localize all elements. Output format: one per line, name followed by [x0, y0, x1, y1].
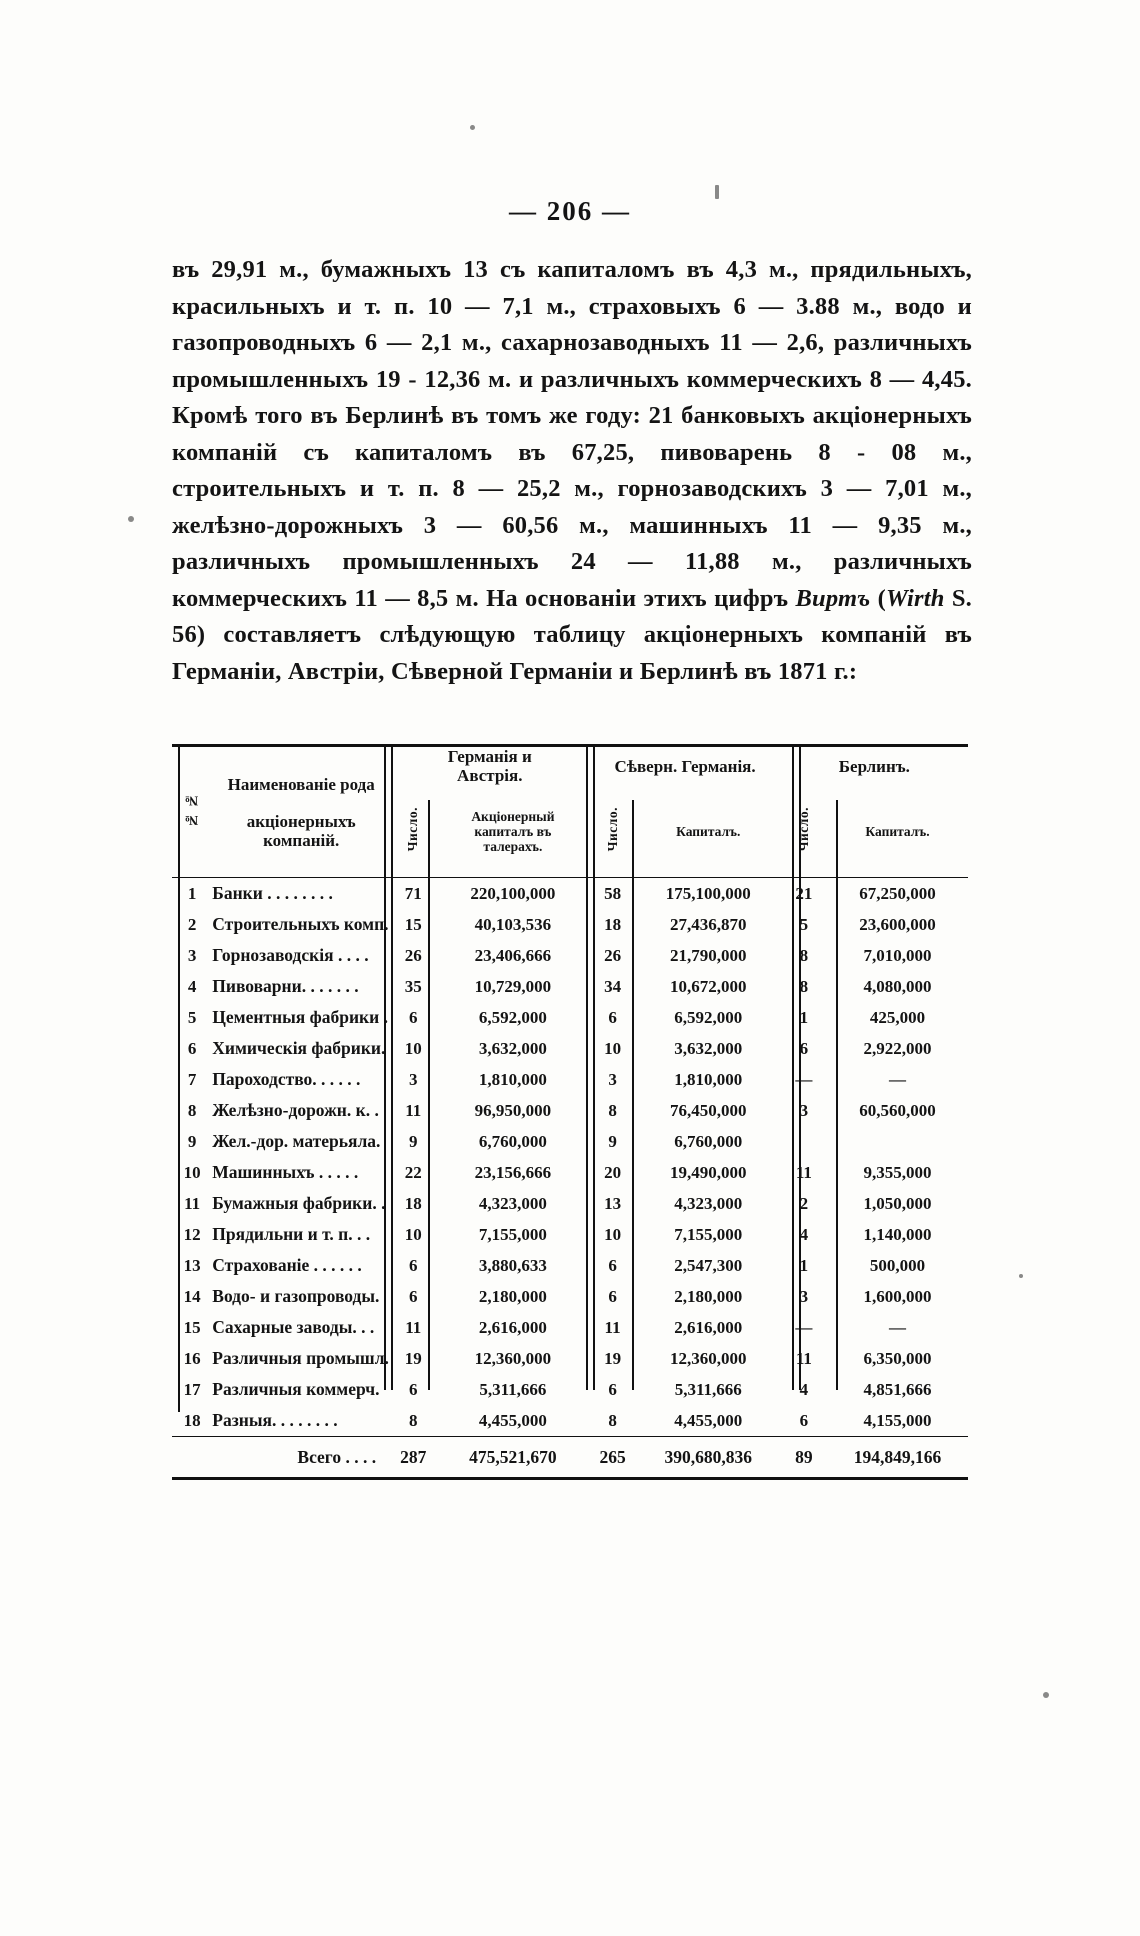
row-company-name: Прядильни и т. п. . . — [212, 1224, 371, 1244]
row-capital-north: 6,760,000 — [674, 1131, 743, 1151]
table-row — [172, 1033, 968, 1064]
row-count-north: 6 — [608, 1007, 617, 1027]
scan-speck — [128, 516, 134, 522]
row-capital-germany: 3,632,000 — [478, 1038, 547, 1058]
row-count-berlin: — — [795, 1069, 813, 1089]
row-count-germany: 71 — [404, 883, 422, 903]
row-count-germany: 10 — [404, 1224, 422, 1244]
row-number: 6 — [187, 1038, 197, 1058]
row-count-north: 6 — [608, 1286, 617, 1306]
table-body — [172, 878, 968, 1437]
table-row — [172, 1281, 968, 1312]
header-capital-north — [636, 785, 781, 878]
row-capital-germany: 10,729,000 — [474, 976, 552, 996]
row-count-berlin: 6 — [799, 1410, 809, 1430]
header-capital-berlin-label: Капиталъ. — [865, 823, 930, 839]
table-row — [172, 940, 968, 971]
row-capital-germany: 220,100,000 — [470, 883, 556, 903]
body-paragraph — [172, 252, 972, 690]
row-company-name: Строительныхъ комп. — [212, 914, 389, 934]
paragraph-text-part-1: въ 29,91 м., бумажныхъ 13 съ капиталомъ въ 4,3 м., прядильныхъ, красильныхъ и т. п. 10 — 7,1 м., страховыхъ 6 — 3.88 м., водо и газопроводныхъ 6 — 2,1 м., сахарнозаводныхъ 11 — 2,6, различныхъ промышленныхъ 19 - 12,36 м. и различныхъ коммерческихъ 8 — 4,45. Кромѣ того въ Берлинѣ въ томъ же году: 21 банковыхъ акціонерныхъ компаній съ капиталомъ въ 67,25, пивоварень 8 - 08 м., строительныхъ и т. п. 8 — 25,2 м., горнозаводскихъ 3 — 7,01 м., желѣзно-дорожныхъ 3 — 60,56 м., машинныхъ 11 — 9,35 м., различныхъ промышленныхъ 24 — 11,88 м., различныхъ коммерческихъ 11 — 8,5 м. На основаніи этихъ цифръ — [172, 256, 972, 612]
table-vrule-after-count1 — [428, 800, 430, 1390]
row-number: 1 — [187, 883, 197, 903]
header-group-berlin-label: Берлинъ. — [838, 756, 910, 776]
row-capital-north: 4,323,000 — [674, 1193, 743, 1213]
row-capital-germany: 96,950,000 — [474, 1100, 552, 1120]
row-number: 13 — [183, 1255, 201, 1275]
row-count-north: 20 — [604, 1162, 622, 1182]
row-company-name: Различныя коммерч. — [212, 1379, 380, 1399]
total-count-berlin: 89 — [795, 1446, 813, 1467]
header-group-germany-austria-line1: Германія и — [447, 747, 532, 766]
table-vrule-after-germany — [586, 744, 595, 1390]
row-company-name: Банки . . . . . . . . — [212, 883, 333, 903]
row-count-berlin: 1 — [799, 1255, 809, 1275]
row-number: 15 — [183, 1317, 201, 1337]
row-count-germany: 8 — [408, 1410, 418, 1430]
row-capital-berlin: 425,000 — [869, 1007, 926, 1027]
row-capital-berlin — [827, 1126, 968, 1157]
row-capital-north: 76,450,000 — [669, 1100, 747, 1120]
header-group-germany-austria — [390, 746, 589, 786]
row-capital-north: 5,311,666 — [674, 1379, 742, 1399]
header-company-name-line1: Наименованіе рода — [227, 774, 375, 794]
row-count-north: 34 — [604, 976, 622, 996]
header-group-north-germany-label: Сѣверн. Германія. — [614, 756, 756, 776]
row-count-north: 19 — [604, 1348, 622, 1368]
table-vrule-left — [178, 744, 180, 1412]
row-capital-berlin: 2,922,000 — [863, 1038, 932, 1058]
row-capital-north: 2,180,000 — [674, 1286, 743, 1306]
row-number: 8 — [187, 1100, 197, 1120]
row-count-germany: 6 — [408, 1379, 418, 1399]
table-row — [172, 1188, 968, 1219]
row-company-name: Машинныхъ . . . . . — [212, 1162, 359, 1182]
row-capital-berlin: 60,560,000 — [859, 1100, 936, 1120]
table-vrule-after-name — [384, 744, 393, 1390]
row-count-berlin: 4 — [799, 1379, 809, 1399]
row-number: 3 — [187, 945, 197, 965]
total-count-north: 265 — [599, 1446, 626, 1467]
header-group-berlin — [781, 746, 968, 786]
total-count-germany: 287 — [400, 1446, 427, 1467]
table-row — [172, 1219, 968, 1250]
row-count-north: 9 — [608, 1131, 617, 1151]
row-count-berlin: 8 — [799, 976, 809, 996]
page-number: — 206 — — [509, 196, 631, 226]
row-capital-germany: 12,360,000 — [474, 1348, 552, 1368]
row-capital-north: 19,490,000 — [669, 1162, 747, 1182]
header-count-north-label: Число. — [604, 806, 620, 852]
author-name-latin: Wirth — [885, 584, 945, 612]
header-count-berlin — [781, 785, 827, 878]
row-capital-berlin: — — [889, 1069, 906, 1089]
row-capital-north: 27,436,870 — [669, 914, 747, 934]
row-company-name: Бумажныя фабрики. . — [212, 1193, 386, 1213]
row-capital-berlin: 1,050,000 — [863, 1193, 932, 1213]
row-count-germany: 11 — [405, 1317, 422, 1337]
row-count-berlin: 21 — [795, 883, 813, 903]
table-row — [172, 878, 968, 910]
row-number: 17 — [183, 1379, 201, 1399]
row-count-germany: 6 — [408, 1286, 418, 1306]
row-capital-germany: 4,323,000 — [478, 1193, 547, 1213]
row-count-germany: 22 — [404, 1162, 422, 1182]
row-capital-berlin: 23,600,000 — [859, 914, 936, 934]
row-count-germany: 6 — [408, 1255, 418, 1275]
row-capital-germany: 23,156,666 — [474, 1162, 552, 1182]
row-company-name: Страхованіе . . . . . . — [212, 1255, 362, 1275]
row-capital-germany: 23,406,666 — [474, 945, 552, 965]
row-capital-germany: 6,760,000 — [478, 1131, 547, 1151]
header-row-number-label: № № — [184, 792, 200, 828]
table-vrule-after-count2 — [632, 800, 634, 1390]
row-company-name: Желѣзно-дорожн. к. . — [212, 1100, 379, 1120]
row-capital-berlin: 4,080,000 — [863, 976, 932, 996]
row-capital-germany: 6,592,000 — [478, 1007, 547, 1027]
scan-speck — [1019, 1274, 1023, 1278]
row-company-name: Химическія фабрики. — [212, 1038, 386, 1058]
row-number: 10 — [183, 1162, 201, 1182]
table-head — [172, 746, 968, 878]
row-company-name: Различныя промышл. — [212, 1348, 389, 1368]
table-foot — [172, 1437, 968, 1479]
row-count-north: 6 — [608, 1379, 617, 1399]
row-count-north: 13 — [604, 1193, 622, 1213]
total-spacer — [172, 1437, 212, 1479]
row-capital-north: 2,547,300 — [674, 1255, 743, 1275]
row-count-north: 3 — [608, 1069, 617, 1089]
row-capital-berlin: 9,355,000 — [863, 1162, 932, 1182]
row-count-berlin: 1 — [799, 1007, 809, 1027]
row-count-germany: 6 — [408, 1007, 418, 1027]
row-company-name: Жел.-дор. матерьяла. — [212, 1131, 381, 1151]
header-group-north-germany — [589, 746, 780, 786]
row-capital-north: 3,632,000 — [674, 1038, 743, 1058]
row-number: 11 — [184, 1193, 201, 1213]
row-count-north: 8 — [608, 1410, 617, 1430]
table-row — [172, 1002, 968, 1033]
table-header-group-row — [172, 746, 968, 786]
row-capital-berlin: — — [889, 1317, 906, 1337]
row-capital-north: 21,790,000 — [669, 945, 747, 965]
table-row — [172, 1250, 968, 1281]
scan-speck — [470, 125, 475, 130]
row-count-berlin: 2 — [799, 1193, 809, 1213]
row-number: 2 — [187, 914, 197, 934]
row-count-berlin: 5 — [799, 914, 809, 934]
row-capital-berlin: 67,250,000 — [859, 883, 936, 903]
header-count-berlin-label: Число. — [796, 806, 812, 852]
row-number: 5 — [187, 1007, 197, 1027]
row-company-name: Цементныя фабрики . — [212, 1007, 388, 1027]
row-number: 18 — [183, 1410, 201, 1430]
total-capital-north: 390,680,836 — [664, 1446, 752, 1467]
row-count-germany: 3 — [408, 1069, 418, 1089]
row-count-germany: 26 — [404, 945, 422, 965]
row-capital-north: 2,616,000 — [674, 1317, 743, 1337]
row-company-name: Водо- и газопроводы. — [212, 1286, 380, 1306]
row-number: 7 — [187, 1069, 197, 1089]
row-count-north: 8 — [608, 1100, 617, 1120]
total-capital-germany: 475,521,670 — [469, 1446, 557, 1467]
row-count-north: 11 — [604, 1317, 621, 1337]
row-capital-berlin: 1,140,000 — [863, 1224, 932, 1244]
table-row — [172, 971, 968, 1002]
row-count-berlin — [781, 1126, 827, 1157]
header-capital-germany-line2: капиталъ въ — [474, 823, 552, 839]
row-capital-north: 4,455,000 — [674, 1410, 743, 1430]
header-capital-berlin — [827, 785, 968, 878]
table-row — [172, 1374, 968, 1405]
row-capital-germany: 1,810,000 — [478, 1069, 547, 1089]
header-capital-germany-line1: Акціонерный — [471, 808, 555, 824]
table-row — [172, 1405, 968, 1437]
row-capital-berlin: 6,350,000 — [863, 1348, 932, 1368]
total-label: Всего . . . . — [297, 1446, 377, 1467]
scan-speck — [1043, 1692, 1049, 1698]
table-row — [172, 1064, 968, 1095]
row-company-name: Пароходство. . . . . . — [212, 1069, 361, 1089]
table-row — [172, 1157, 968, 1188]
row-number: 16 — [183, 1348, 201, 1368]
row-capital-germany: 5,311,666 — [479, 1379, 547, 1399]
row-capital-berlin: 4,851,666 — [863, 1379, 932, 1399]
table — [172, 744, 968, 1480]
row-count-north: 10 — [604, 1038, 622, 1058]
row-capital-germany: 2,180,000 — [478, 1286, 547, 1306]
header-capital-germany-line3: талерахъ. — [483, 838, 543, 854]
row-count-berlin: 4 — [799, 1224, 809, 1244]
header-count-north — [589, 785, 635, 878]
row-capital-berlin: 4,155,000 — [863, 1410, 932, 1430]
row-capital-germany: 7,155,000 — [478, 1224, 547, 1244]
row-capital-germany: 40,103,536 — [474, 914, 552, 934]
row-capital-berlin: 500,000 — [869, 1255, 926, 1275]
row-capital-berlin: 1,600,000 — [863, 1286, 932, 1306]
row-count-germany: 15 — [404, 914, 422, 934]
row-count-germany: 35 — [404, 976, 422, 996]
row-number: 14 — [183, 1286, 201, 1306]
table-total-row — [172, 1437, 968, 1479]
author-name-cyrillic: Виртъ — [795, 584, 871, 612]
row-count-berlin: 11 — [795, 1162, 812, 1182]
row-count-north: 58 — [604, 883, 622, 903]
paragraph-text-part-2: ( — [870, 584, 886, 612]
row-count-berlin: 3 — [799, 1286, 809, 1306]
row-count-north: 6 — [608, 1255, 617, 1275]
row-count-berlin: 6 — [799, 1038, 809, 1058]
table-row — [172, 1126, 968, 1157]
header-capital-north-label: Капиталъ. — [676, 823, 741, 839]
row-count-germany: 9 — [408, 1131, 418, 1151]
row-capital-germany: 3,880,633 — [478, 1255, 547, 1275]
row-count-berlin: — — [795, 1317, 813, 1337]
row-number: 12 — [183, 1224, 201, 1244]
header-company-name-line2: акціонерныхъ компаній. — [246, 811, 356, 850]
row-company-name: Горнозаводскія . . . . — [212, 945, 369, 965]
row-company-name: Пивоварни. . . . . . . — [212, 976, 359, 996]
row-capital-north: 175,100,000 — [665, 883, 751, 903]
header-count-germany-label: Число. — [405, 806, 421, 852]
row-count-germany: 10 — [404, 1038, 422, 1058]
row-count-berlin: 8 — [799, 945, 809, 965]
row-count-north: 10 — [604, 1224, 622, 1244]
row-number: 4 — [187, 976, 197, 996]
header-company-name — [212, 746, 390, 878]
row-capital-germany: 2,616,000 — [478, 1317, 547, 1337]
table-row — [172, 1095, 968, 1126]
table-row — [172, 1312, 968, 1343]
row-count-berlin: 3 — [799, 1100, 809, 1120]
table-row — [172, 1343, 968, 1374]
paragraph-text-part-3: S. 56) составляетъ слѣдующую таблицу акціонерныхъ компаній въ Германіи, Австріи, Сѣверной Германіи и Берлинѣ въ 1871 г.: — [172, 584, 972, 685]
row-capital-north: 10,672,000 — [669, 976, 747, 996]
row-capital-north: 12,360,000 — [669, 1348, 747, 1368]
header-group-germany-austria-line2: Австрія. — [457, 766, 523, 785]
total-capital-berlin: 194,849,166 — [853, 1446, 942, 1467]
row-capital-north: 1,810,000 — [674, 1069, 743, 1089]
header-capital-germany — [436, 785, 589, 878]
row-capital-berlin: 7,010,000 — [863, 945, 932, 965]
row-count-germany: 11 — [405, 1100, 422, 1120]
row-company-name: Разныя. . . . . . . . — [212, 1410, 338, 1430]
row-count-berlin: 11 — [795, 1348, 812, 1368]
row-count-germany: 19 — [404, 1348, 422, 1368]
row-capital-north: 7,155,000 — [674, 1224, 743, 1244]
table-vrule-after-count3 — [836, 800, 838, 1390]
row-count-north: 26 — [604, 945, 622, 965]
row-number: 9 — [187, 1131, 197, 1151]
table-row — [172, 909, 968, 940]
row-count-north: 18 — [604, 914, 622, 934]
row-capital-north: 6,592,000 — [674, 1007, 743, 1027]
row-capital-germany: 4,455,000 — [478, 1410, 547, 1430]
row-count-germany: 18 — [404, 1193, 422, 1213]
joint-stock-companies-table — [172, 744, 968, 1480]
row-company-name: Сахарные заводы. . . — [212, 1317, 375, 1337]
